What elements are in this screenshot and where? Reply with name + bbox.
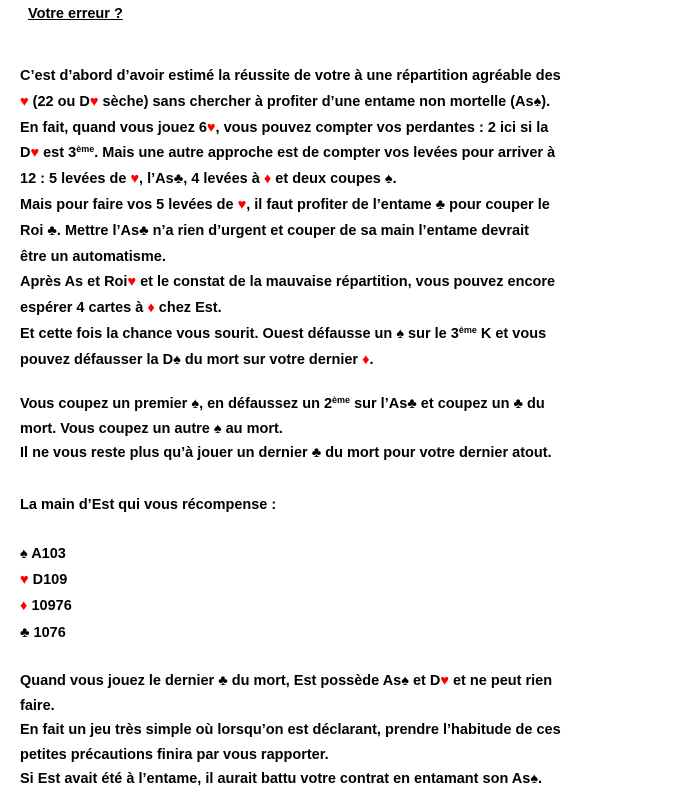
club-icon: ♣ <box>435 196 446 213</box>
diamond-icon: ♦ <box>263 171 272 188</box>
spade-icon: ♠ <box>533 93 542 110</box>
spade-icon: ♠ <box>173 351 181 368</box>
text-line: En fait un jeu très simple où lorsqu’on est déclarant, prendre l’habitude de ces <box>20 722 561 739</box>
text-line: Après As et Roi♥ et le constat de la mauvaise répartition, vous pouvez encore <box>20 274 556 291</box>
paragraph-play <box>20 392 552 466</box>
text-line: mort. Vous coupez un autre ♠ au mort. <box>20 420 283 437</box>
club-icon: ♣ <box>513 396 523 412</box>
spade-icon: ♠ <box>396 325 405 342</box>
diamond-icon: ♦ <box>362 351 370 368</box>
heart-icon: ♥ <box>130 171 140 188</box>
paragraph-hand-intro <box>20 493 276 518</box>
text-line: Roi ♣. Mettre l’As♣ n’a rien d’urgent et couper de sa main l’entame devrait <box>20 222 529 239</box>
text-line: Et cette fois la chance vous sourit. Ouest défausse un ♠ sur le 3ème K et vous <box>20 324 547 342</box>
text-line: En fait, quand vous jouez 6♥, vous pouvez compter vos perdantes : 2 ici si la <box>20 119 549 136</box>
diamond-icon: ♦ <box>147 300 155 317</box>
superscript: ème <box>76 144 95 155</box>
text-line: 12 : 5 levées de ♥, l’As♣, 4 levées à ♦ et deux coupes ♠. <box>20 171 397 188</box>
paragraph-conclusion <box>20 669 561 792</box>
spade-icon: ♠ <box>20 546 28 562</box>
text-line: Si Est avait été à l’entame, il aurait battu votre contrat en entamant son As♠. <box>20 771 543 788</box>
spade-icon: ♠ <box>213 420 222 437</box>
hand-hearts: ♥ D109 <box>20 572 68 589</box>
spade-icon: ♠ <box>401 673 409 689</box>
text-line: petites précautions finira par vous rapporter. <box>20 746 329 763</box>
spade-icon: ♠ <box>384 171 393 188</box>
heart-icon: ♥ <box>206 119 216 136</box>
text-line: D♥ est 3ème. Mais une autre approche est de compter vos levées pour arriver à <box>20 144 556 162</box>
club-icon: ♣ <box>218 673 228 689</box>
paragraph-analysis <box>20 64 561 374</box>
diamond-icon: ♦ <box>20 598 28 615</box>
hand-clubs: ♣ 1076 <box>20 624 66 641</box>
spade-icon: ♠ <box>530 771 539 788</box>
hand-diamonds: ♦ 10976 <box>20 598 72 615</box>
text-line: espérer 4 cartes à ♦ chez Est. <box>20 300 222 317</box>
club-icon: ♣ <box>173 171 184 188</box>
heart-icon: ♥ <box>89 93 99 110</box>
page-title: Votre erreur ? <box>28 6 123 22</box>
club-icon: ♣ <box>139 222 149 239</box>
text-line: C’est d’abord d’avoir estimé la réussite de votre à une répartition agréable des <box>20 68 561 84</box>
heart-icon: ♥ <box>237 196 247 213</box>
text-line: être un automatisme. <box>20 248 166 265</box>
text-line: faire. <box>20 697 55 714</box>
hand-spades: ♠ A103 <box>20 546 66 562</box>
superscript: ème <box>458 324 477 335</box>
club-icon: ♣ <box>311 445 322 462</box>
club-icon: ♣ <box>20 624 30 641</box>
heart-icon: ♥ <box>20 572 29 589</box>
east-hand <box>20 541 72 646</box>
heart-icon: ♥ <box>30 145 40 162</box>
text-line: La main d’Est qui vous récompense : <box>20 497 277 513</box>
club-icon: ♣ <box>47 222 57 239</box>
club-icon: ♣ <box>407 396 417 412</box>
text-line: Mais pour faire vos 5 levées de ♥, il faut profiter de l’entame ♣ pour couper le <box>20 196 550 213</box>
text-line: Il ne vous reste plus qu’à jouer un dernier ♣ du mort pour votre dernier atout. <box>20 445 552 462</box>
text-line: pouvez défausser la D♠ du mort sur votre dernier ♦. <box>20 351 374 368</box>
heart-icon: ♥ <box>127 274 137 291</box>
text-line: Vous coupez un premier ♠, en défaussez un 2ème sur l’As♣ et coupez un ♣ du <box>20 395 545 412</box>
text-line: Quand vous jouez le dernier ♣ du mort, Est possède As♠ et D♥ et ne peut rien <box>20 673 553 689</box>
heart-icon: ♥ <box>20 93 29 110</box>
superscript: ème <box>332 395 351 405</box>
spade-icon: ♠ <box>191 396 200 412</box>
heart-icon: ♥ <box>440 673 449 689</box>
text-line: ♥ (22 ou D♥ sèche) sans chercher à profiter d’une entame non mortelle (As♠). <box>20 93 551 110</box>
